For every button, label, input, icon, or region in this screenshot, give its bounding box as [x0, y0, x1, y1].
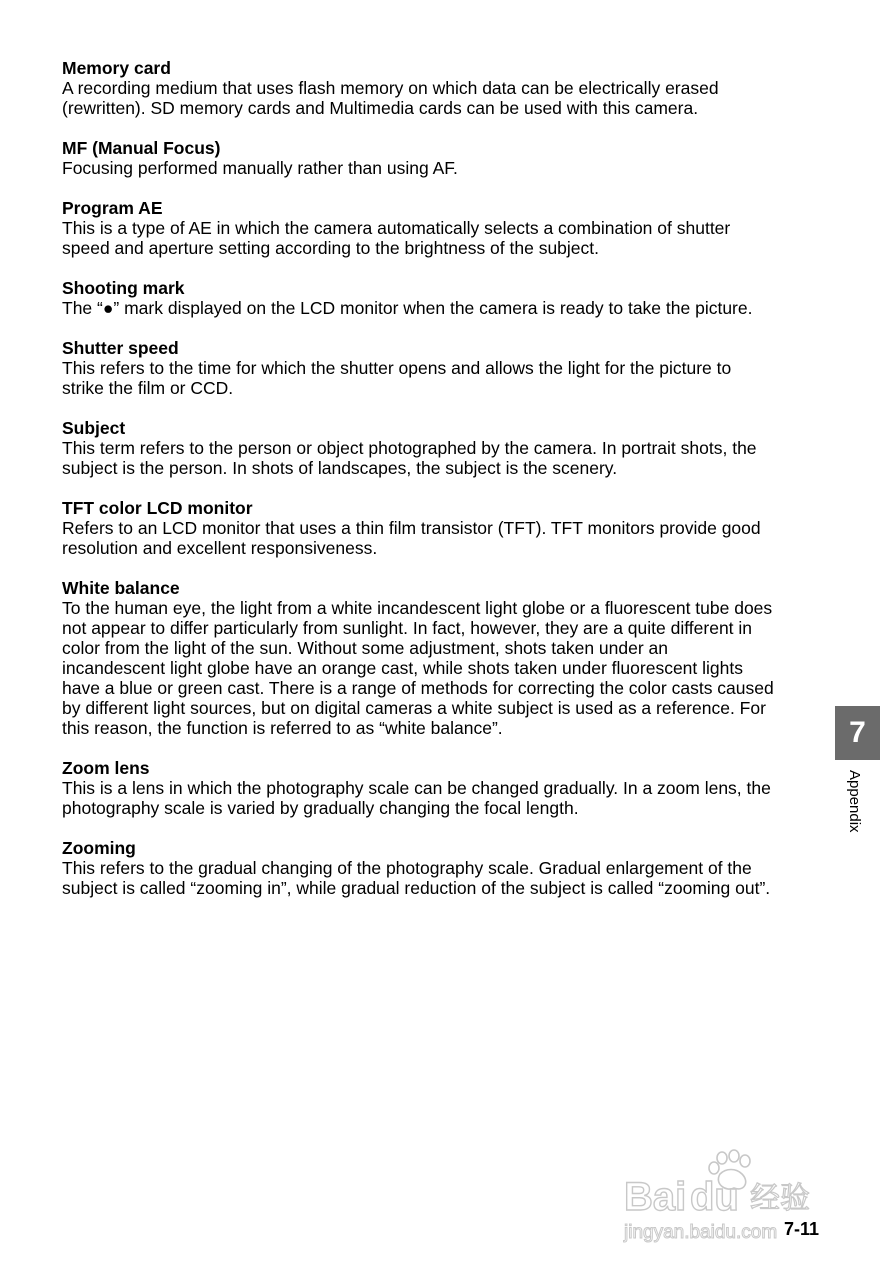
glossary-term: TFT color LCD monitor	[62, 498, 253, 518]
glossary-definition: This term refers to the person or object photographed by the camera. In portrait shots, the subject is the person. In shots of landscapes, the subject is the scenery.	[62, 438, 757, 478]
glossary-entry	[62, 278, 832, 318]
glossary-entry	[62, 138, 832, 178]
glossary-definition: This is a lens in which the photography scale can be changed gradually. In a zoom lens, the photography scale is varied by gradually changing the focal length.	[62, 778, 771, 818]
glossary-definition: This refers to the gradual changing of the photography scale. Gradual enlargement of the subject is called “zooming in”, while gradual reduction of the subject is called “zooming out”.	[62, 858, 771, 898]
page-number: 7-11	[784, 1219, 820, 1239]
glossary-definition: To the human eye, the light from a white incandescent light globe or a fluorescent tube does not appear to differ particularly from sunlight. In fact, however, they are a quite different in color from the light of the sun. Without some adjustment, shots taken under an incandescent light globe have an orange cast, while shots taken under fluorescent lights have a blue or green cast. There is a range of methods for correcting the color casts caused by different light sources, but on digital cameras a white subject is used as a reference. For this reason, the function is referred to as “white balance”.	[62, 598, 774, 738]
glossary-definition: The “●” mark displayed on the LCD monitor when the camera is ready to take the picture.	[62, 298, 753, 318]
glossary-entry	[62, 498, 832, 558]
svg-text:du: du	[690, 1175, 739, 1219]
glossary-term: Zoom lens	[62, 758, 150, 778]
svg-text:jingyan.baidu.com: jingyan.baidu.com	[624, 1222, 778, 1243]
glossary-term: Shutter speed	[62, 338, 179, 358]
chapter-tab: 7	[835, 706, 880, 760]
glossary-term: Memory card	[62, 58, 171, 78]
glossary-term: MF (Manual Focus)	[62, 138, 221, 158]
glossary-definition: A recording medium that uses flash memory on which data can be electrically erased (rewritten). SD memory cards and Multimedia cards can be used with this camera.	[62, 78, 719, 118]
glossary-definition: This is a type of AE in which the camera automatically selects a combination of shutter speed and aperture setting according to the brightness of the subject.	[62, 218, 731, 258]
glossary-entry	[62, 58, 832, 118]
glossary-entry	[62, 198, 832, 258]
glossary-term: White balance	[62, 578, 180, 598]
glossary-entry	[62, 758, 832, 818]
glossary-term: Shooting mark	[62, 278, 185, 298]
glossary-entry	[62, 838, 832, 898]
glossary-content	[62, 58, 832, 918]
svg-text:Bai: Bai	[624, 1175, 687, 1219]
glossary-definition: This refers to the time for which the shutter opens and allows the light for the picture to strike the film or CCD.	[62, 358, 732, 398]
glossary-term: Program AE	[62, 198, 163, 218]
glossary-definition: Focusing performed manually rather than using AF.	[62, 158, 458, 178]
chapter-tab-label: Appendix	[846, 770, 863, 833]
glossary-entry	[62, 338, 832, 398]
glossary-term: Subject	[62, 418, 126, 438]
glossary-definition: Refers to an LCD monitor that uses a thin film transistor (TFT). TFT monitors provide good resolution and excellent responsiveness.	[62, 518, 761, 558]
glossary-entry	[62, 418, 832, 478]
glossary-term: Zooming	[62, 838, 136, 858]
svg-text:经验: 经验	[750, 1181, 810, 1216]
glossary-entry	[62, 578, 832, 738]
